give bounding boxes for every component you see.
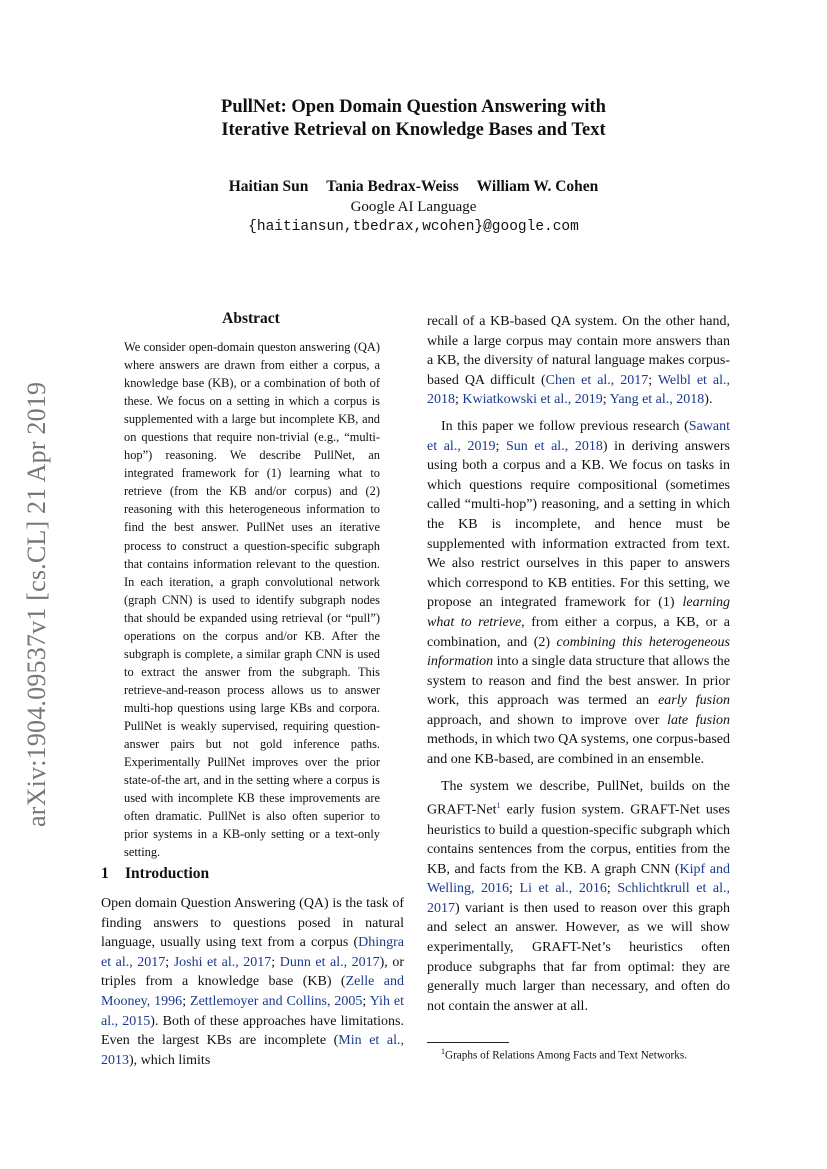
text-run: ; — [602, 392, 610, 408]
intro-paragraph — [101, 894, 404, 1070]
right-column — [427, 312, 730, 1016]
text-run: ; — [648, 372, 658, 388]
emphasis: learning what to retrieve — [427, 595, 730, 630]
text-run: ; — [606, 881, 618, 897]
text-run: ; — [182, 993, 191, 1009]
right-paragraph-1 — [427, 312, 730, 410]
citation-link[interactable]: Li et al., 2016 — [519, 881, 607, 897]
text-run: approach, and shown to improve over — [427, 712, 668, 728]
emphasis: late fusion — [667, 712, 730, 728]
citation-link[interactable]: Min et al., 2013 — [101, 1033, 404, 1068]
text-run: early fusion system. GRAFT-Net uses heuristics to build a question-specific subgraph which contains sentences from the corpus, entities from the KB, and facts from the KB. A graph CNN ( — [427, 802, 730, 877]
author-3: William W. Cohen — [476, 178, 599, 195]
abstract-body — [124, 338, 380, 861]
text-run: The system we describe, PullNet, builds on the GRAFT-Net — [427, 778, 730, 818]
section-title: Introduction — [125, 865, 210, 882]
citation-link[interactable]: Welbl et al., 2018 — [427, 372, 730, 408]
footnote-divider — [427, 1042, 509, 1043]
abstract-text: We consider open-domain queston answering (QA) where answers are drawn from either a corpus, a knowledge base (KB), or a combination of both of these. We focus on a setting in which a corpus is supplemented with a large but incomplete KB, and on questions that require non-trivial (e.g., “multi-hop”) reasoning. We describe PullNet, an integrated framework for (1) learning what to retrieve (from the KB and/or corpus) and (2) reasoning with this heterogeneous information to find the best answer. PullNet uses an iterative process to construct a question-specific subgraph that contains information relevant to the question. In each iteration, a graph convolutional network (graph CNN) is used to identify subgraph nodes that should be expanded using retrieval (or “pull”) operations on the corpus and/or KB. After the subgraph is complete, a similar graph CNN is used to extract the answer from the subgraph. This retrieve-and-reason process allows us to answer multi-hop questions using large KBs and corpora. PullNet is weakly supervised, requiring question-answer pairs but not gold inference paths. Experimentally PullNet improves over the prior state-of-the art, and in the setting where a corpus is used with incomplete KB these improvements are often dramatic. PullNet is also often superior to prior systems in a KB-only setting or a text-only setting. — [124, 340, 380, 860]
paper-title — [120, 96, 707, 142]
citation-link[interactable]: Dhingra et al., 2017 — [101, 935, 404, 970]
text-run: ) in deriving answers using both a corpus and a KB. We focus on tasks in which questions require compositional (sometimes called “multi-hop”) reasoning, and a setting in which the KB is incomplete, and hence must be supplemented with information extracted from text. We also restrict ourselves in this paper to answers which correspond to KB entities. For this setting, we propose an integrated framework for (1) — [427, 438, 730, 611]
citation-link[interactable]: Zettlemoyer and Collins, 2005 — [190, 993, 363, 1009]
text-run: In this paper we follow previous research ( — [441, 418, 689, 434]
text-run: ) variant is then used to reason over this graph and select an answer. However, as we will show experimentally, GRAFT-Net’s heuristics often produce subgraphs that far from optimal: they are generally much larger than necessary, and often do not contain the answer at all. — [427, 900, 730, 1014]
text-run: ). Both of these approaches have limitations. Even the largest KBs are incomplete ( — [101, 1013, 404, 1049]
text-run: methods, in which two QA systems, one corpus-based and one KB-based, are combined in an ensemble. — [427, 732, 730, 768]
text-run: ; — [455, 392, 463, 408]
author-list — [120, 178, 707, 196]
footnote-reference[interactable]: 1 — [496, 801, 501, 811]
text-run: into a single data structure that allows the system to reason and find the best answer. In prior work, this approach was termed an — [427, 654, 730, 709]
text-run: ), which limits — [129, 1052, 211, 1068]
right-paragraph-3 — [427, 777, 730, 1017]
section-number: 1 — [101, 865, 109, 882]
text-run: ; — [271, 954, 280, 970]
section-heading — [101, 865, 209, 883]
title-line-1: PullNet: Open Domain Question Answering with — [221, 97, 606, 117]
text-run: ). — [704, 392, 713, 408]
text-run: ; — [165, 954, 174, 970]
citation-link[interactable]: Kwiatkowski et al., 2019 — [462, 392, 603, 408]
citation-link[interactable]: Kipf and Welling, 2016 — [427, 861, 730, 897]
footnote-text: Graphs of Relations Among Facts and Text Networks. — [445, 1049, 687, 1062]
text-run: , from either a corpus, a KB, or a combination, and (2) — [427, 614, 730, 650]
text-run: ; — [495, 438, 506, 454]
author-1: Haitian Sun — [228, 178, 309, 195]
citation-link[interactable]: Yang et al., 2018 — [609, 392, 705, 408]
author-2: Tania Bedrax-Weiss — [326, 178, 459, 195]
text-run: ; — [362, 993, 370, 1009]
citation-link[interactable]: Schlichtkrull et al., 2017 — [427, 881, 731, 916]
text-run: ), or triples from a knowledge base (KB) ( — [101, 954, 404, 990]
text-run: Open domain Question Answering (QA) is the task of finding answers to questions posed in natural language, usually using text from a corpus ( — [101, 896, 404, 951]
citation-link[interactable]: Sun et al., 2018 — [505, 438, 603, 454]
right-paragraph-2 — [427, 417, 730, 770]
footnote-mark: 1 — [441, 1047, 445, 1056]
title-line-2: Iterative Retrieval on Knowledge Bases and Text — [221, 120, 606, 140]
emphasis: combining this heterogeneous information — [427, 634, 731, 670]
citation-link[interactable]: Yih et al., 2015 — [101, 993, 404, 1029]
citation-link[interactable]: Zelle and Mooney, 1996 — [101, 974, 404, 1009]
author-emails: {haitiansun,tbedrax,wcohen}@google.com — [248, 219, 579, 235]
citation-link[interactable]: Sawant et al., 2019 — [427, 418, 730, 454]
citation-link[interactable]: Chen et al., 2017 — [545, 372, 649, 388]
affiliation: Google AI Language — [350, 199, 477, 215]
abstract-heading: Abstract — [222, 310, 280, 327]
emphasis: early fusion — [658, 693, 730, 709]
text-run: ; — [509, 881, 520, 897]
citation-link[interactable]: Dunn et al., 2017 — [279, 954, 380, 970]
citation-link[interactable]: Joshi et al., 2017 — [173, 954, 272, 970]
text-run: recall of a KB-based QA system. On the other hand, while a large corpus may contain more answers than a KB, the diversity of natural language makes corpus-based QA difficult ( — [427, 314, 730, 388]
footnote — [441, 1047, 687, 1062]
arxiv-stamp: arXiv:1904.09537v1 [cs.CL] 21 Apr 2019 — [22, 381, 51, 827]
